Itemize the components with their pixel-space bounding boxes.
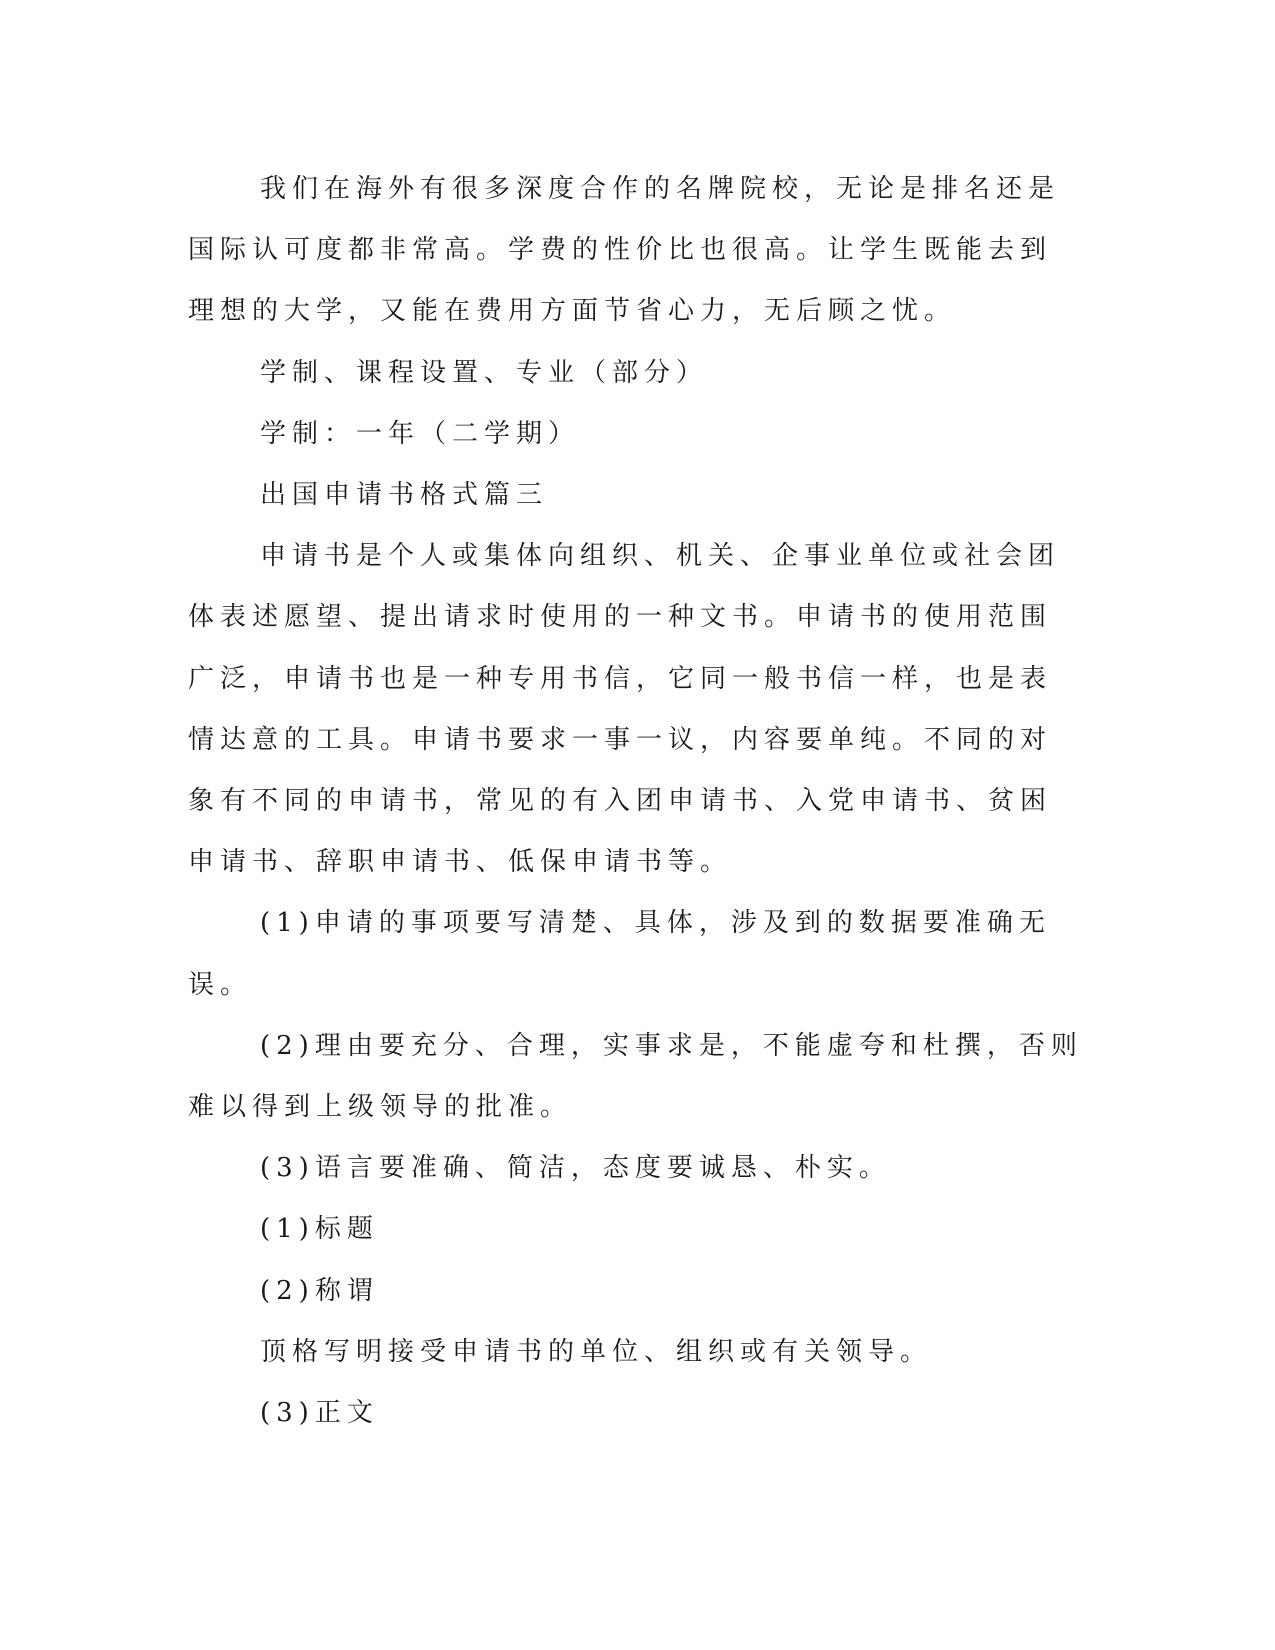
- paragraph-intro: 我们在海外有很多深度合作的名牌院校，无论是排名还是国际认可度都非常高。学费的性价比也很高。让学生既能去到理想的大学，又能在费用方面节省心力，无后顾之忧。: [188, 174, 1061, 327]
- requirement-item-2: (2)理由要充分、合理，实事求是，不能虚夸和杜撰，否则难以得到上级领导的批准。: [188, 1030, 1083, 1123]
- document-body: [188, 159, 1083, 1444]
- salutation-description: 顶格写明接受申请书的单位、组织或有关领导。: [260, 1336, 933, 1367]
- format-item-salutation: (2)称谓: [260, 1275, 379, 1306]
- requirement-item-3: (3)语言要准确、简洁，态度要诚恳、朴实。: [260, 1153, 891, 1184]
- paragraph-program-heading: 学制、课程设置、专业（部分）: [260, 357, 709, 388]
- format-item-title: (1)标题: [260, 1214, 379, 1245]
- requirement-item-1: (1)申请的事项要写清楚、具体，涉及到的数据要准确无误。: [188, 908, 1051, 1000]
- format-item-body: (3)正文: [260, 1398, 379, 1429]
- section-title: 出国申请书格式篇三: [260, 480, 549, 511]
- paragraph-duration: 学制：一年（二学期）: [260, 418, 581, 449]
- paragraph-definition: 申请书是个人或集体向组织、机关、企事业单位或社会团体表述愿望、提出请求时使用的一种文书。申请书的使用范围广泛，申请书也是一种专用书信，它同一般书信一样，也是表情达意的工具。申请书要求一事一议，内容要单纯。不同的对象有不同的申请书，常见的有入团申请书、入党申请书、贫困申请书、辞职申请书、低保申请书等。: [188, 541, 1061, 878]
